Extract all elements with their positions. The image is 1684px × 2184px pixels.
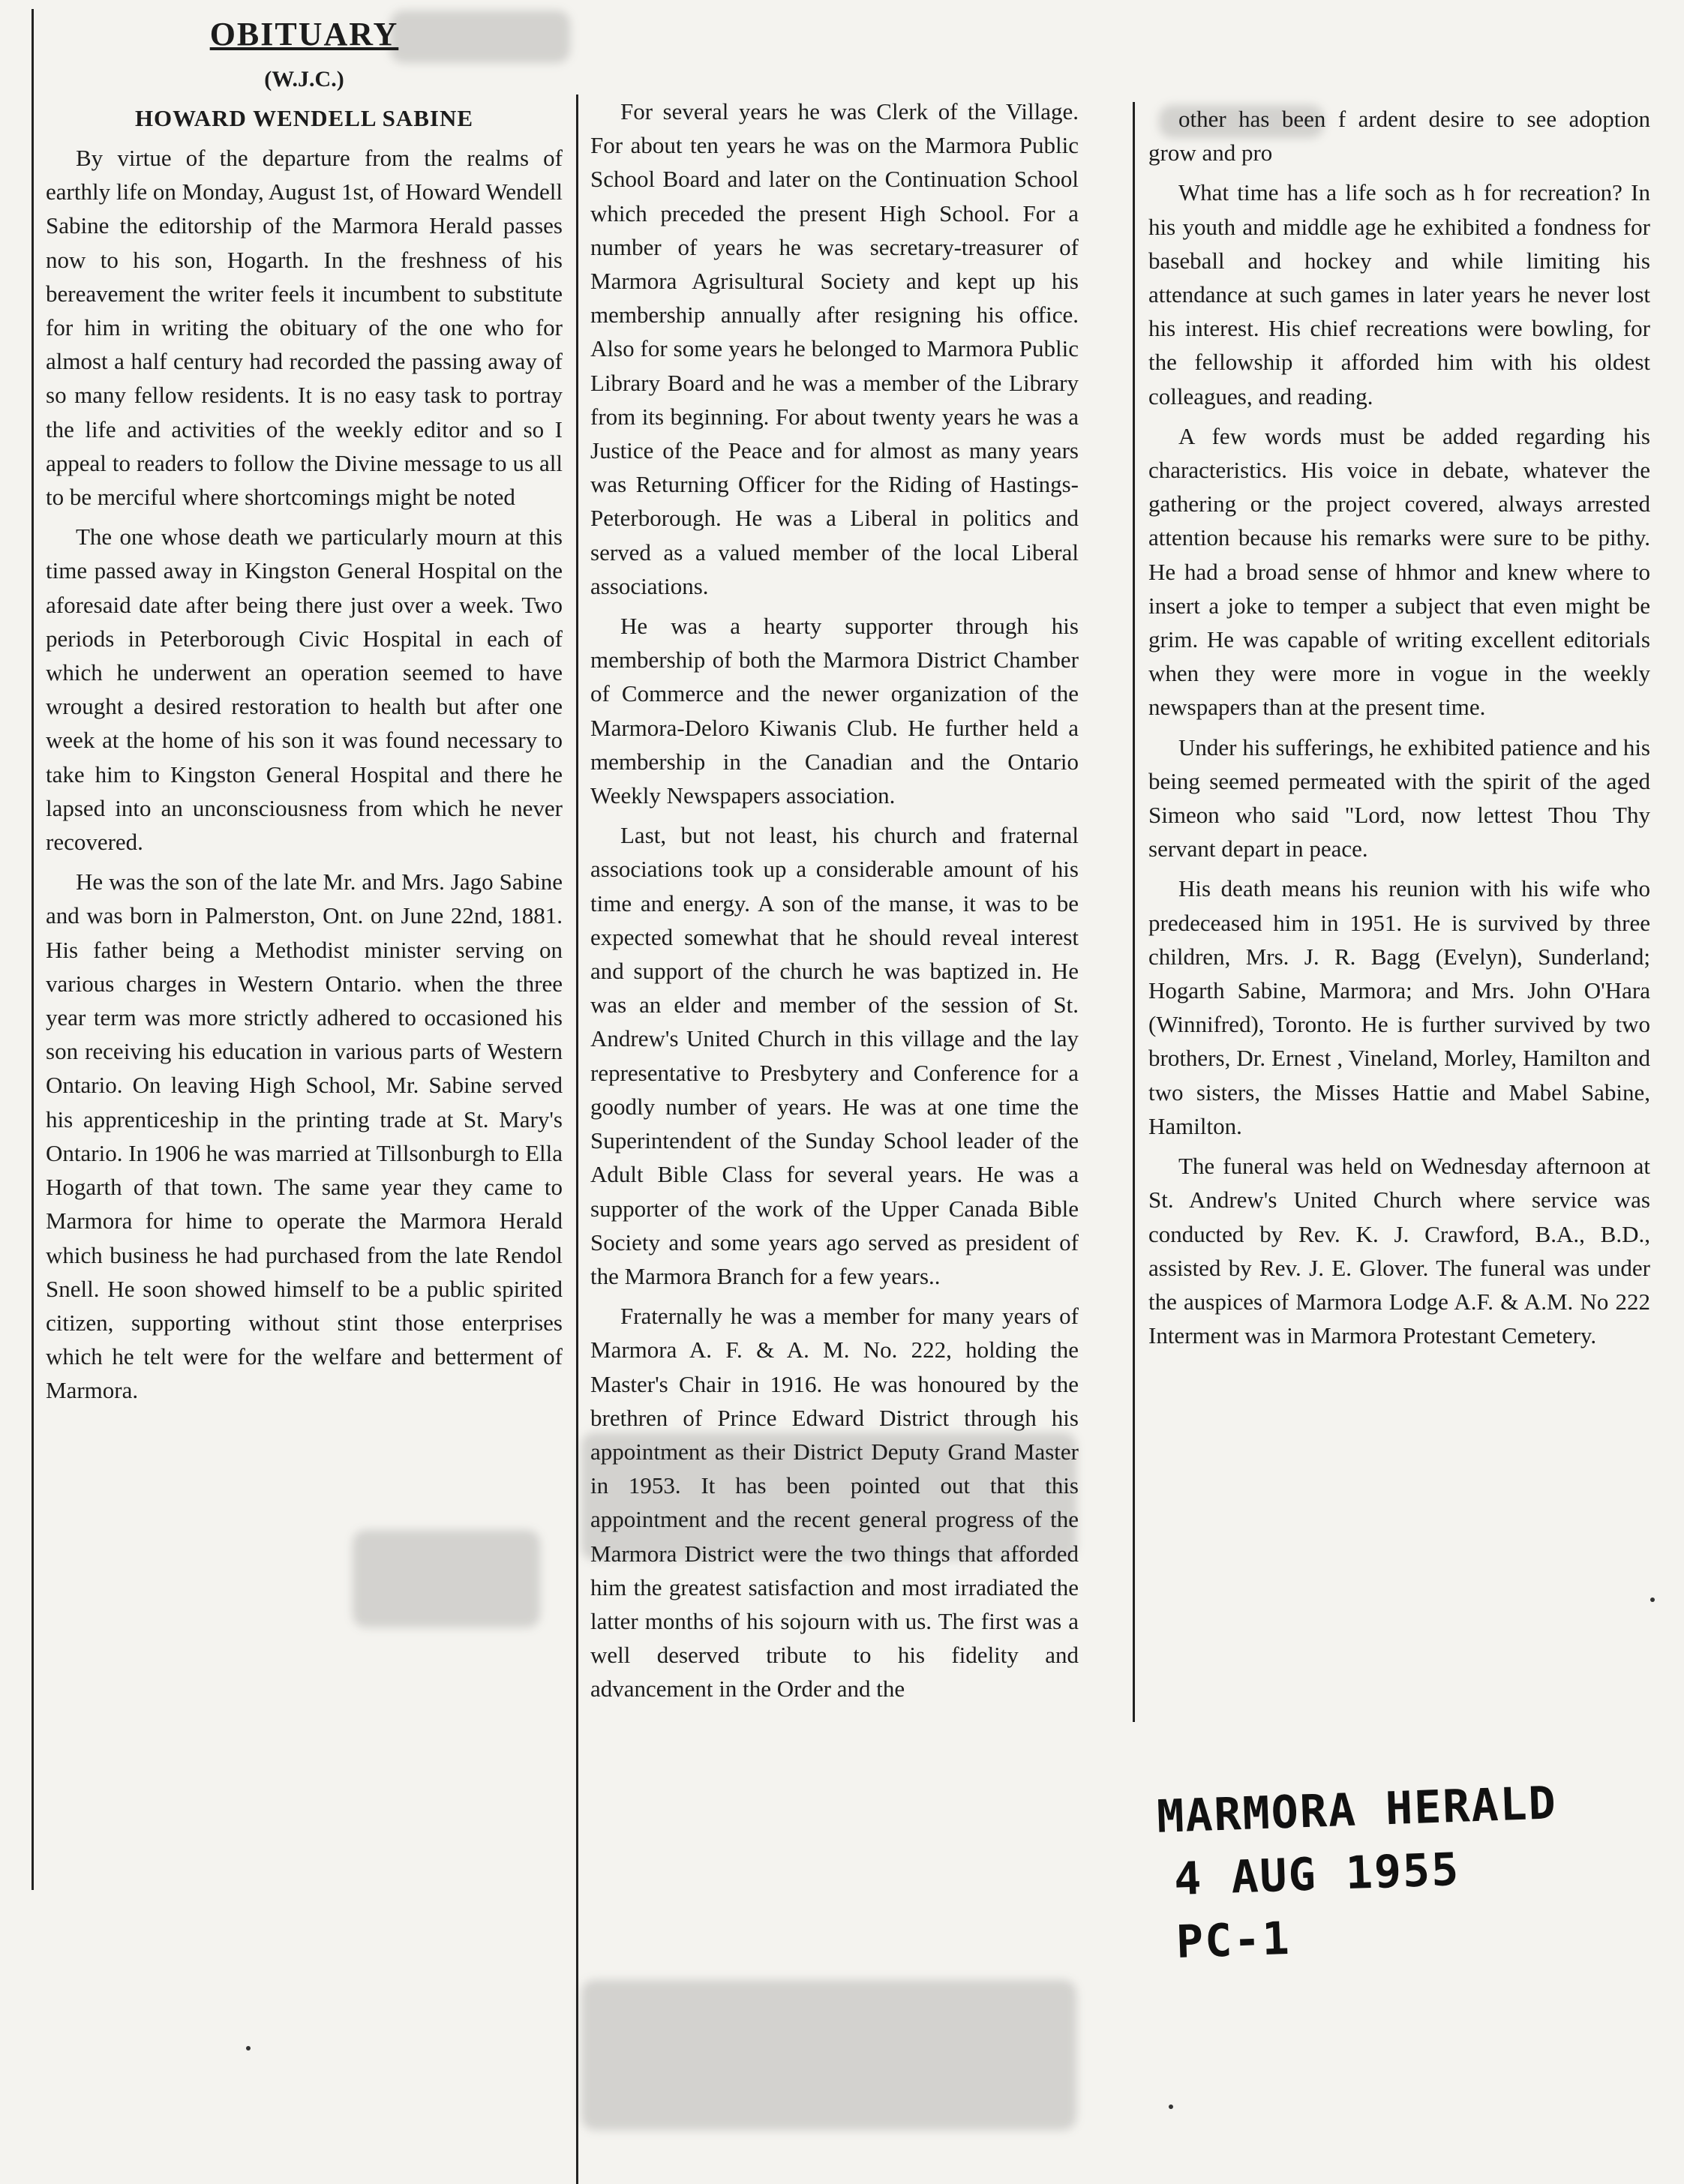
deceased-name: HOWARD WENDELL SABINE xyxy=(134,105,474,131)
paragraph: Fraternally he was a member for many years of Marmora A. F. & A. M. No. 222, holding the Master's Chair in 1916. He was honoured by the brethren of Prince Edward District through his appointment as their District Deputy Grand Master in 1953. It has been pointed out that this appointment and the recent general progress of the Marmora District were the two things that afforded him the greatest satisfaction and most irradiated the latter months of his sojourn with us. The first was a well deserved tribute to his fidelity and advancement in the Order and the xyxy=(590,1303,1079,1702)
column-2 xyxy=(576,94,1086,2184)
paragraph: other has been f ardent desire to see adoption grow and pro xyxy=(1148,106,1650,166)
paragraph: What time has a life soch as h for recreation? In his youth and middle age he exhibited a fondness for baseball and hockey and while limiting his attendance at such games in later years he never lost his interest. His chief recreations were bowling, for the fellowship it afforded him with his oldest colleagues, and reading. xyxy=(1148,179,1650,410)
paragraph: The funeral was held on Wednesday afternoon at St. Andrew's United Church where service was conducted by Rev. K. J. Crawford, B.A., B.D., assisted by Rev. J. E. Glover. The funeral was under the auspices of Marmora Lodge A.F. & A.M. No 222 Interment was in Marmora Protestant Cemetery. xyxy=(1148,1153,1650,1349)
paragraph: For several years he was Clerk of the Village. For about ten years he was on the Marmora Public School Board and later on the Continuation School which preceded the present High School. For a number of years he was secretary-treasurer of Marmora Agrisultural Society and kept up his membership annually after resigning his office. Also for some years he belonged to Marmora Public Library Board and he was a member of the Library from its beginning. For about twenty years he was a Justice of the Peace and for almost as many years was Returning Officer for the Riding of Hastings-Peterborough. He was a Liberal in politics and served as a valued member of the local Liberal associations. xyxy=(590,98,1079,599)
paragraph: Under his sufferings, he exhibited patience and his being seemed permeated with the spirit of the aged Simeon who said "Lord, now lettest Thou Thy servant depart in peace. xyxy=(1148,734,1650,862)
paragraph: A few words must be added regarding his characteristics. His voice in debate, whatever the gathering or the project covered, always arrested attention because his remarks were sure to be pithy. He had a broad sense of hhmor and knew where to insert a joke to temper a subject that even might be grim. He was capable of writing excellent editorials when they were more in vogue in the weekly newspapers than at the present time. xyxy=(1148,422,1650,721)
paragraph: Last, but not least, his church and fraternal associations took up a considerable amount of his time and energy. A son of the manse, it was to be expected somewhat that he should reveal interest and support of the church he was baptized in. He was an elder and member of the session of St. Andrew's United Church in this village and the lay representative to Presbytery and Conference for a goodly number of years. He was at one time the Superintendent of the Sunday School leader of the Adult Bible Class for several years. He was a supporter of the work of the Upper Canada Bible Society and some years ago served as president of the Marmora Branch for a few years.. xyxy=(590,822,1079,1289)
scan-speck xyxy=(1650,1598,1655,1602)
scan-speck xyxy=(1169,2104,1173,2109)
handwritten-line: PC-1 xyxy=(1175,1912,1292,1970)
paragraph: He was a hearty supporter through his membership of both the Marmora District Chamber of Commerce and the newer organization of the Marmora-Deloro Kiwanis Club. He further held a membership in the Canadian and the Ontario Weekly Newspapers association. xyxy=(590,613,1079,809)
column-3 xyxy=(1133,102,1658,1722)
paragraph: The one whose death we particularly mourn at this time passed away in Kingston General Hospital on the aforesaid date after being there just over a week. Two periods in Peterborough Civic Hospital in each of which he underwent an operation seemed to have wrought a desired restoration to health but after one week at the home of his son it was found necessary to take him to Kingston General Hospital and there he lapsed into an unconsciousness from which he never recovered. xyxy=(46,524,563,856)
scan-speck xyxy=(246,2046,251,2050)
handwritten-line: 4 AUG 1955 xyxy=(1172,1843,1461,1906)
headline: OBITUARY xyxy=(209,16,399,52)
paragraph: He was the son of the late Mr. and Mrs. Jago Sabine and was born in Palmerston, Ont. on June 22nd, 1881. His father being a Methodist minister serving on various charges in Western Ontario. when the three year term was more strictly adhered to occasioned his son receiving his education in various parts of Western Ontario. On leaving High School, Mr. Sabine served his apprenticeship in the printing trade at St. Mary's Ontario. In 1906 he was married at Tillsonburgh to Ella Hogarth of that town. The same year they came to Marmora for hime to operate the Marmora Herald which business he had purchased from the late Rendol Snell. He soon showed himself to be a public spirited citizen, supporting without stint those enterprises which he telt were for the welfare and betterment of Marmora. xyxy=(46,868,563,1404)
column-1 xyxy=(32,9,572,1890)
paragraph: His death means his reunion with his wife who predeceased him in 1951. He is survived by three children, Mrs. J. R. Bagg (Evelyn), Sunderland; Hogarth Sabine, Marmora; and Mrs. John O'Hara (Winnifred), Toronto. He is further survived by two brothers, Dr. Ernest , Vineland, Morley, Hamilton and two sisters, the Misses Hattie and Mabel Sabine, Hamilton. xyxy=(1148,875,1650,1139)
handwritten-source-note xyxy=(1156,1769,1627,1974)
byline: (W.J.C.) xyxy=(264,67,344,92)
handwritten-line: MARMORA HERALD xyxy=(1156,1777,1558,1844)
paragraph: By virtue of the departure from the realms of earthly life on Monday, August 1st, of Howard Wendell Sabine the editorship of the Marmora Herald passes now to his son, Hogarth. In the freshness of his bereavement the writer feels it incumbent to substitute for him in writing the obituary of the one who for almost a half century had recorded the passing away of so many fellow residents. It is no easy task to portray the life and activities of the weekly editor and so I appeal to readers to follow the Divine message to us all to be merciful where shortcomings might be noted xyxy=(46,145,563,511)
